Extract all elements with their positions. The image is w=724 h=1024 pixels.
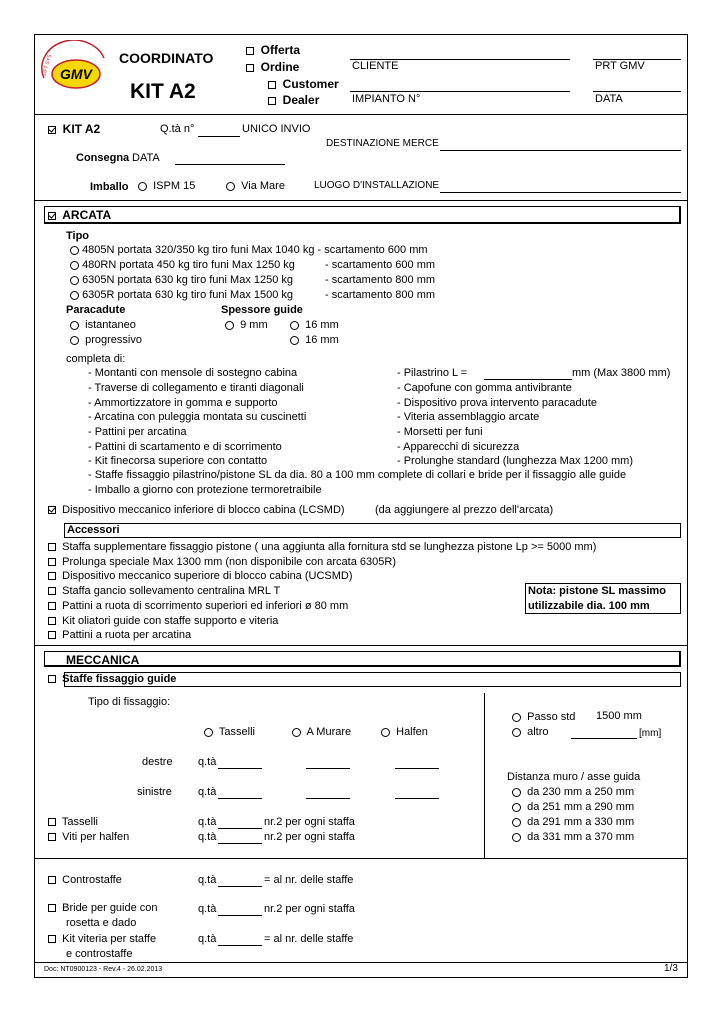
- destinazione-label: DESTINAZIONE MERCE: [326, 138, 439, 149]
- tipo-scartamento: - scartamento 600 mm: [325, 259, 436, 271]
- completa-label: completa di:: [66, 353, 126, 365]
- dealer-label: Dealer: [282, 93, 320, 107]
- arcata-checkbox[interactable]: [48, 212, 56, 220]
- column-divider: [484, 693, 485, 858]
- consegna-data-label: DATA: [132, 152, 160, 164]
- ispm-radio[interactable]: [138, 182, 147, 191]
- a-murare-radio[interactable]: [292, 728, 301, 737]
- meccanica-title: MECCANICA: [66, 653, 140, 667]
- kit-checkbox[interactable]: [48, 126, 56, 134]
- accessori-checkbox[interactable]: [48, 587, 56, 595]
- passo-std-value: 1500 mm: [596, 710, 642, 722]
- list-item: - Apparecchi di sicurezza: [397, 441, 520, 453]
- qta-label: Q.tà n°: [160, 123, 195, 135]
- istantaneo-radio[interactable]: [70, 321, 79, 330]
- data-label: DATA: [595, 93, 623, 105]
- kit-viteria-label-2: e controstaffe: [66, 948, 133, 960]
- spessore-9-radio[interactable]: [225, 321, 234, 330]
- page-number: 1/3: [664, 963, 678, 974]
- nr2-label: nr.2 per ogni staffa: [264, 831, 355, 843]
- ordine-label: Ordine: [260, 60, 300, 74]
- spessore-16b-radio[interactable]: [290, 336, 299, 345]
- list-item: - Pattini di scartamento e di scorrimento: [88, 441, 282, 453]
- tipo-label: Tipo: [66, 230, 90, 242]
- altro-radio[interactable]: [512, 728, 521, 737]
- a-murare-option: A Murare: [306, 726, 352, 738]
- tipo-scartamento: - scartamento 800 mm: [325, 289, 436, 301]
- cliente-label: CLIENTE: [352, 60, 399, 72]
- tipo-option: 6305R portata 630 kg tiro funi Max 1500 kg: [82, 289, 294, 301]
- destre-halfen-field[interactable]: [395, 768, 439, 769]
- impianto-label: IMPIANTO N°: [352, 93, 421, 105]
- distanza-radio[interactable]: [512, 818, 521, 827]
- accessori-item: Pattini a ruota per arcatina: [62, 629, 192, 641]
- divider: [34, 858, 688, 859]
- nota-line-2: utilizzabile dia. 100 mm: [528, 600, 650, 612]
- controstaffe-label: Controstaffe: [62, 874, 122, 886]
- list-item: - Dispositivo prova intervento paracadute: [397, 397, 597, 409]
- lcsmd-note: (da aggiungere al prezzo dell'arcata): [375, 504, 554, 516]
- tipo-option: 4805N portata 320/350 kg tiro funi Max 1040 kg: [82, 244, 315, 256]
- distanza-option: da 291 mm a 330 mm: [527, 816, 635, 828]
- logo-text: [38, 40, 63, 52]
- list-item: - Montanti con mensole di sostegno cabina: [88, 367, 298, 379]
- nr2-label: nr.2 per ogni staffa: [264, 816, 355, 828]
- list-item: - Ammortizzatore in gomma e supporto: [88, 397, 278, 409]
- qta-label: q.tà: [198, 933, 217, 945]
- bride-label-2: rosetta e dado: [66, 917, 137, 929]
- kit-viteria-checkbox[interactable]: [48, 935, 56, 943]
- staffe-label: Staffe fissaggio guide: [62, 673, 177, 685]
- list-item: - Viteria assemblaggio arcate: [397, 411, 540, 423]
- accessori-title: Accessori: [67, 524, 120, 536]
- kit-viteria-qta-field[interactable]: [218, 945, 262, 946]
- progressivo-label: progressivo: [85, 334, 142, 346]
- prt-gmv-label: PRT GMV: [595, 60, 645, 72]
- unico-invio-label: UNICO INVIO: [242, 123, 311, 135]
- svg-text:LIFT SYS: LIFT SYS: [41, 54, 54, 77]
- qta-label: q.tà: [198, 903, 217, 915]
- destre-qta-field[interactable]: [218, 768, 262, 769]
- list-item: - Imballo a giorno con protezione termoretraibile: [88, 484, 322, 496]
- impianto-field[interactable]: [350, 91, 570, 92]
- meccanica-section-bar: [44, 651, 681, 667]
- list-item: - Kit finecorsa superiore con contatto: [88, 455, 268, 467]
- spessore-16b-label: 16 mm: [305, 334, 339, 346]
- qta-label: q.tà: [198, 816, 217, 828]
- tipo-radio[interactable]: [70, 261, 79, 270]
- altro-field[interactable]: [571, 738, 637, 739]
- accessori-item: Dispositivo meccanico superiore di blocco cabina (UCSMD): [62, 570, 353, 582]
- imballo-label: Imballo: [90, 181, 129, 193]
- paracadute-label: Paracadute: [66, 304, 126, 316]
- list-item: - Pattini per arcatina: [88, 426, 187, 438]
- destinazione-field[interactable]: [440, 150, 681, 151]
- tipo-fissaggio-label: Tipo di fissaggio:: [88, 696, 171, 708]
- halfen-radio[interactable]: [381, 728, 390, 737]
- list-item: - Arcatina con puleggia montata su cuscinetti: [88, 411, 307, 423]
- distanza-radio[interactable]: [512, 788, 521, 797]
- sinistre-qta-field[interactable]: [218, 798, 262, 799]
- tipo-radio[interactable]: [70, 291, 79, 300]
- bride-checkbox[interactable]: [48, 904, 56, 912]
- accessori-item: Pattini a ruota di scorrimento superiori ed inferiori ø 80 mm: [62, 600, 349, 612]
- arcata-title: ARCATA: [62, 208, 112, 222]
- data-field[interactable]: [593, 91, 681, 92]
- al-nr-label: = al nr. delle staffe: [264, 874, 354, 886]
- spessore-16-radio[interactable]: [290, 321, 299, 330]
- qta-label: q.tà: [198, 756, 217, 768]
- istantaneo-label: istantaneo: [85, 319, 136, 331]
- nota-line-1: Nota: pistone SL massimo: [528, 585, 666, 597]
- list-item: - Morsetti per funi: [397, 426, 483, 438]
- coordinato-title: COORDINATO: [119, 50, 214, 66]
- distanza-radio[interactable]: [512, 833, 521, 842]
- accessori-checkbox[interactable]: [48, 617, 56, 625]
- divider: [34, 114, 688, 115]
- controstaffe-checkbox[interactable]: [48, 876, 56, 884]
- accessori-checkbox[interactable]: [48, 631, 56, 639]
- ispm-label: ISPM 15: [153, 180, 196, 192]
- passo-std-radio[interactable]: [512, 713, 521, 722]
- offerta-checkbox[interactable]: [246, 47, 254, 55]
- list-item: - Staffe fissaggio pilastrino/pistone SL da dia. 80 a 100 mm complete di collari e bride per il fissaggio alle guide: [88, 469, 627, 481]
- destre-label: destre: [142, 756, 173, 768]
- spessore-9-label: 9 mm: [240, 319, 268, 331]
- customer-checkbox[interactable]: [268, 81, 276, 89]
- tipo-option: 6305N portata 630 kg tiro funi Max 1250 kg: [82, 274, 294, 286]
- list-item: - Prolunghe standard (lunghezza Max 1200 mm): [397, 455, 634, 467]
- customer-label: Customer: [282, 77, 339, 91]
- offerta-label: Offerta: [260, 43, 301, 57]
- pilastrino-field[interactable]: [484, 379, 572, 380]
- tasselli-qta-field[interactable]: [218, 828, 262, 829]
- dealer-checkbox[interactable]: [268, 97, 276, 105]
- staffe-checkbox[interactable]: [48, 675, 56, 683]
- controstaffe-qta-field[interactable]: [218, 886, 262, 887]
- distanza-option: da 251 mm a 290 mm: [527, 801, 635, 813]
- accessori-checkbox[interactable]: [48, 602, 56, 610]
- altro-unit: [mm]: [639, 728, 662, 739]
- ordine-checkbox[interactable]: [246, 64, 254, 72]
- svg-text:GMV: GMV: [60, 66, 92, 82]
- passo-std-label: Passo std: [527, 711, 576, 723]
- via-mare-label: Via Mare: [241, 180, 285, 192]
- sinistre-label: sinistre: [137, 786, 172, 798]
- lcsmd-checkbox[interactable]: [48, 506, 56, 514]
- qta-field[interactable]: [198, 136, 240, 137]
- distanza-option: da 230 mm a 250 mm: [527, 786, 635, 798]
- nr2-label: nr.2 per ogni staffa: [264, 903, 355, 915]
- qta-label: q.tà: [198, 786, 217, 798]
- qta-label: q.tà: [198, 831, 217, 843]
- accessori-item: Kit oliatori guide con staffe supporto e viteria: [62, 615, 279, 627]
- luogo-field[interactable]: [440, 192, 681, 193]
- altro-label: altro: [527, 726, 549, 738]
- tasselli-label: Tasselli: [61, 816, 98, 828]
- accessori-section-bar: [64, 523, 681, 538]
- qta-label: q.tà: [198, 874, 217, 886]
- sinistre-halfen-field[interactable]: [395, 798, 439, 799]
- progressivo-radio[interactable]: [70, 336, 79, 345]
- sinistre-murare-field[interactable]: [306, 798, 350, 799]
- via-mare-radio[interactable]: [226, 182, 235, 191]
- tasselli-radio[interactable]: [204, 728, 213, 737]
- divider: [34, 200, 688, 201]
- luogo-label: LUOGO D'INSTALLAZIONE: [314, 180, 440, 191]
- footer-divider: [34, 962, 688, 963]
- accessori-item: Staffa supplementare fissaggio pistone ( una aggiunta alla fornitura std se lunghezza pistone Lp >= 5000 mm): [62, 541, 597, 553]
- accessori-checkbox[interactable]: [48, 558, 56, 566]
- doc-reference: Doc: NT0900123 - Rev.4 - 26.02.2013: [44, 966, 163, 973]
- kit-title: KIT A2: [130, 80, 196, 103]
- al-nr-label: = al nr. delle staffe: [264, 933, 354, 945]
- destre-murare-field[interactable]: [306, 768, 350, 769]
- bride-qta-field[interactable]: [218, 915, 262, 916]
- viti-halfen-label: Viti per halfen: [62, 831, 130, 843]
- tipo-option: 480RN portata 450 kg tiro funi Max 1250 kg: [82, 259, 295, 271]
- lcsmd-label: Dispositivo meccanico inferiore di blocco cabina (LCSMD): [62, 504, 345, 516]
- list-item: - Pilastrino L =: [397, 367, 468, 379]
- viti-halfen-qta-field[interactable]: [218, 843, 262, 844]
- distanza-option: da 331 mm a 370 mm: [527, 831, 635, 843]
- tipo-radio[interactable]: [70, 276, 79, 285]
- tipo-scartamento: - scartamento 800 mm: [325, 274, 436, 286]
- tasselli-option: Tasselli: [218, 726, 255, 738]
- distanza-radio[interactable]: [512, 803, 521, 812]
- arcata-section-bar: [44, 206, 681, 224]
- pilastrino-unit: mm (Max 3800 mm): [572, 367, 671, 379]
- divider: [34, 645, 688, 646]
- spessore-label: Spessore guide: [221, 304, 303, 316]
- accessori-item: Prolunga speciale Max 1300 mm (non disponibile con arcata 6305R): [62, 556, 396, 568]
- list-item: - Capofune con gomma antivibrante: [397, 382, 572, 394]
- accessori-checkbox[interactable]: [48, 572, 56, 580]
- kit-viteria-label: Kit viteria per staffe: [62, 933, 157, 945]
- spessore-16-label: 16 mm: [305, 319, 339, 331]
- consegna-label: Consegna: [76, 152, 130, 164]
- bride-label: Bride per guide con: [62, 902, 158, 914]
- list-item: - Traverse di collegamento e tiranti diagonali: [88, 382, 304, 394]
- kit-label: KIT A2: [62, 122, 101, 136]
- consegna-field[interactable]: [175, 164, 285, 165]
- distanza-label: Distanza muro / asse guida: [507, 771, 641, 783]
- halfen-option: Halfen: [396, 726, 428, 738]
- accessori-checkbox[interactable]: [48, 543, 56, 551]
- tipo-radio[interactable]: [70, 246, 79, 255]
- accessori-item: Staffa gancio sollevamento centralina MRL T: [62, 585, 281, 597]
- tasselli-checkbox[interactable]: [48, 818, 56, 826]
- viti-halfen-checkbox[interactable]: [48, 833, 56, 841]
